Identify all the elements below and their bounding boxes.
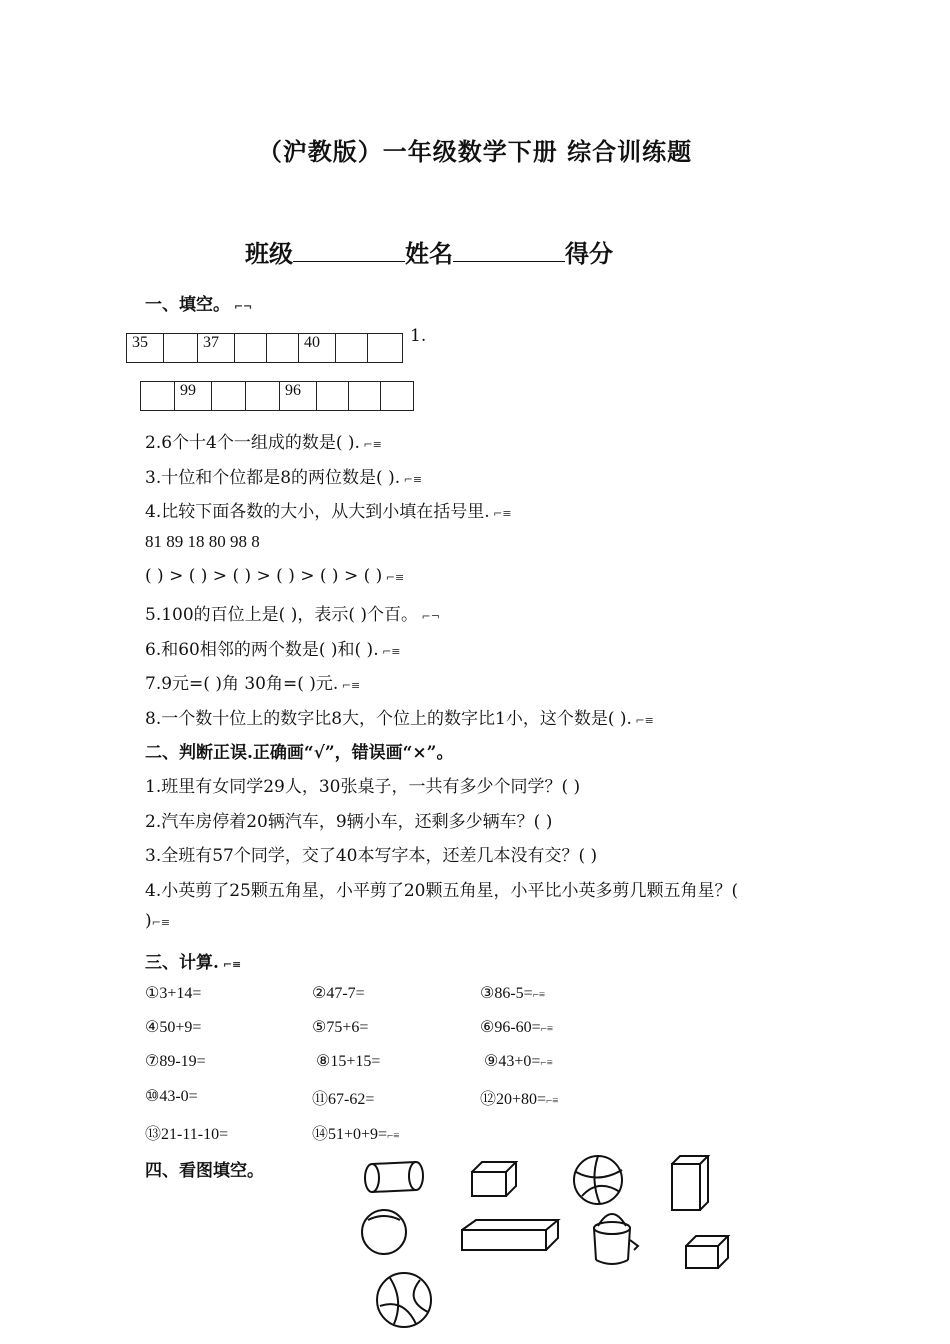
number-sequence-row-2: [140, 381, 414, 411]
flat-box-icon: [462, 1220, 558, 1250]
calc-item: ④50+9=: [145, 1019, 202, 1036]
seq-cell[interactable]: [246, 382, 280, 411]
question-4-answer-blanks[interactable]: ( ) > ( ) > ( ) > ( ) > ( ) > ( ) ⌐≡: [145, 566, 405, 586]
judge-question-1: 1.班里有女同学29人，30张桌子，一共有多少个同学？( ): [145, 777, 581, 797]
tall-cuboid-icon: [672, 1156, 708, 1210]
seq-cell[interactable]: [368, 334, 403, 363]
solid-shapes-figure: [350, 1150, 750, 1330]
question-1-label: 1.: [410, 326, 427, 346]
calc-item: ⑩43-0=: [145, 1088, 198, 1105]
bucket-icon: [594, 1214, 638, 1264]
section-1-heading: 一、填空。 ⌐¬: [145, 295, 253, 315]
name-label: 姓名: [405, 239, 453, 268]
section-2-heading: 二、判断正误.正确画“√”，错误画“×”。: [145, 743, 454, 763]
question-8: 8.一个数十位上的数字比8大，个位上的数字比1小，这个数是( ). ⌐≡: [145, 709, 654, 729]
seq-cell: 96: [280, 382, 317, 411]
calc-item: ⑨43+0=⌐≡: [484, 1053, 553, 1070]
calc-item: ⑭51+0+9=⌐≡: [312, 1126, 400, 1143]
question-7: 7.9元=( )角 30角=( )元. ⌐≡: [145, 674, 361, 694]
seq-cell[interactable]: [164, 334, 198, 363]
calc-item: ③86-5=⌐≡: [480, 985, 546, 1002]
calc-item: ⑧15+15=: [316, 1053, 381, 1070]
calc-item: ⑤75+6=: [312, 1019, 369, 1036]
seq-cell: 35: [127, 334, 164, 363]
calc-item: ⑥96-60=⌐≡: [480, 1019, 554, 1036]
question-3: 3.十位和个位都是8的两位数是( ). ⌐≡: [145, 468, 423, 488]
calc-item: ①3+14=: [145, 985, 202, 1002]
name-blank[interactable]: [453, 239, 565, 262]
seq-cell[interactable]: [381, 382, 414, 411]
page-title: （沪教版）一年级数学下册 综合训练题: [257, 137, 693, 166]
seq-cell[interactable]: [235, 334, 267, 363]
calc-item: ②47-7=: [312, 985, 365, 1002]
calc-item: ⑦89-19=: [145, 1053, 206, 1070]
seq-cell[interactable]: [317, 382, 349, 411]
calc-item: ⑪67-62=: [312, 1091, 375, 1108]
seq-cell[interactable]: [141, 382, 175, 411]
class-blank[interactable]: [293, 239, 405, 262]
question-4-numbers: 81 89 18 80 98 8: [145, 532, 260, 551]
calc-item: ⑫20+80=⌐≡: [480, 1091, 559, 1108]
score-label: 得分: [565, 239, 613, 268]
cube-icon: [472, 1162, 516, 1196]
judge-question-4: 4.小英剪了25颗五角星，小平剪了20颗五角星，小平比小英多剪几颗五角星？(: [145, 881, 739, 901]
basketball-icon: [574, 1156, 622, 1204]
sphere-icon: [362, 1210, 406, 1254]
seq-cell[interactable]: [267, 334, 299, 363]
question-6: 6.和60相邻的两个数是( )和( ). ⌐≡: [145, 640, 401, 660]
judge-question-3: 3.全班有57个同学，交了40本写字本，还差几本没有交？( ): [145, 846, 598, 866]
question-4: 4.比较下面各数的大小，从大到小填在括号里. ⌐≡: [145, 502, 512, 522]
small-cuboid-icon: [686, 1236, 728, 1268]
class-label: 班级: [245, 239, 293, 268]
judge-question-4-end: )⌐≡: [145, 911, 171, 931]
section-4-heading: 四、看图填空。: [145, 1161, 264, 1181]
calc-item: ⑬21-11-10=: [145, 1126, 229, 1143]
question-2: 2.6个十4个一组成的数是( ). ⌐≡: [145, 433, 382, 453]
seq-cell[interactable]: [349, 382, 381, 411]
section-3-heading: 三、计算. ⌐≡: [145, 953, 242, 973]
judge-question-2: 2.汽车房停着20辆汽车，9辆小车，还剩多少辆车？( ): [145, 812, 553, 832]
seq-cell[interactable]: [212, 382, 246, 411]
question-5: 5.100的百位上是( )，表示( )个百。 ⌐¬: [145, 605, 440, 625]
seq-cell: 99: [175, 382, 212, 411]
cylinder-icon: [365, 1162, 423, 1192]
seq-cell: 40: [299, 334, 336, 363]
number-sequence-row-1: [126, 333, 403, 363]
seq-cell: 37: [198, 334, 235, 363]
student-info-line: [245, 234, 613, 269]
volleyball-icon: [377, 1273, 431, 1327]
seq-cell[interactable]: [336, 334, 368, 363]
